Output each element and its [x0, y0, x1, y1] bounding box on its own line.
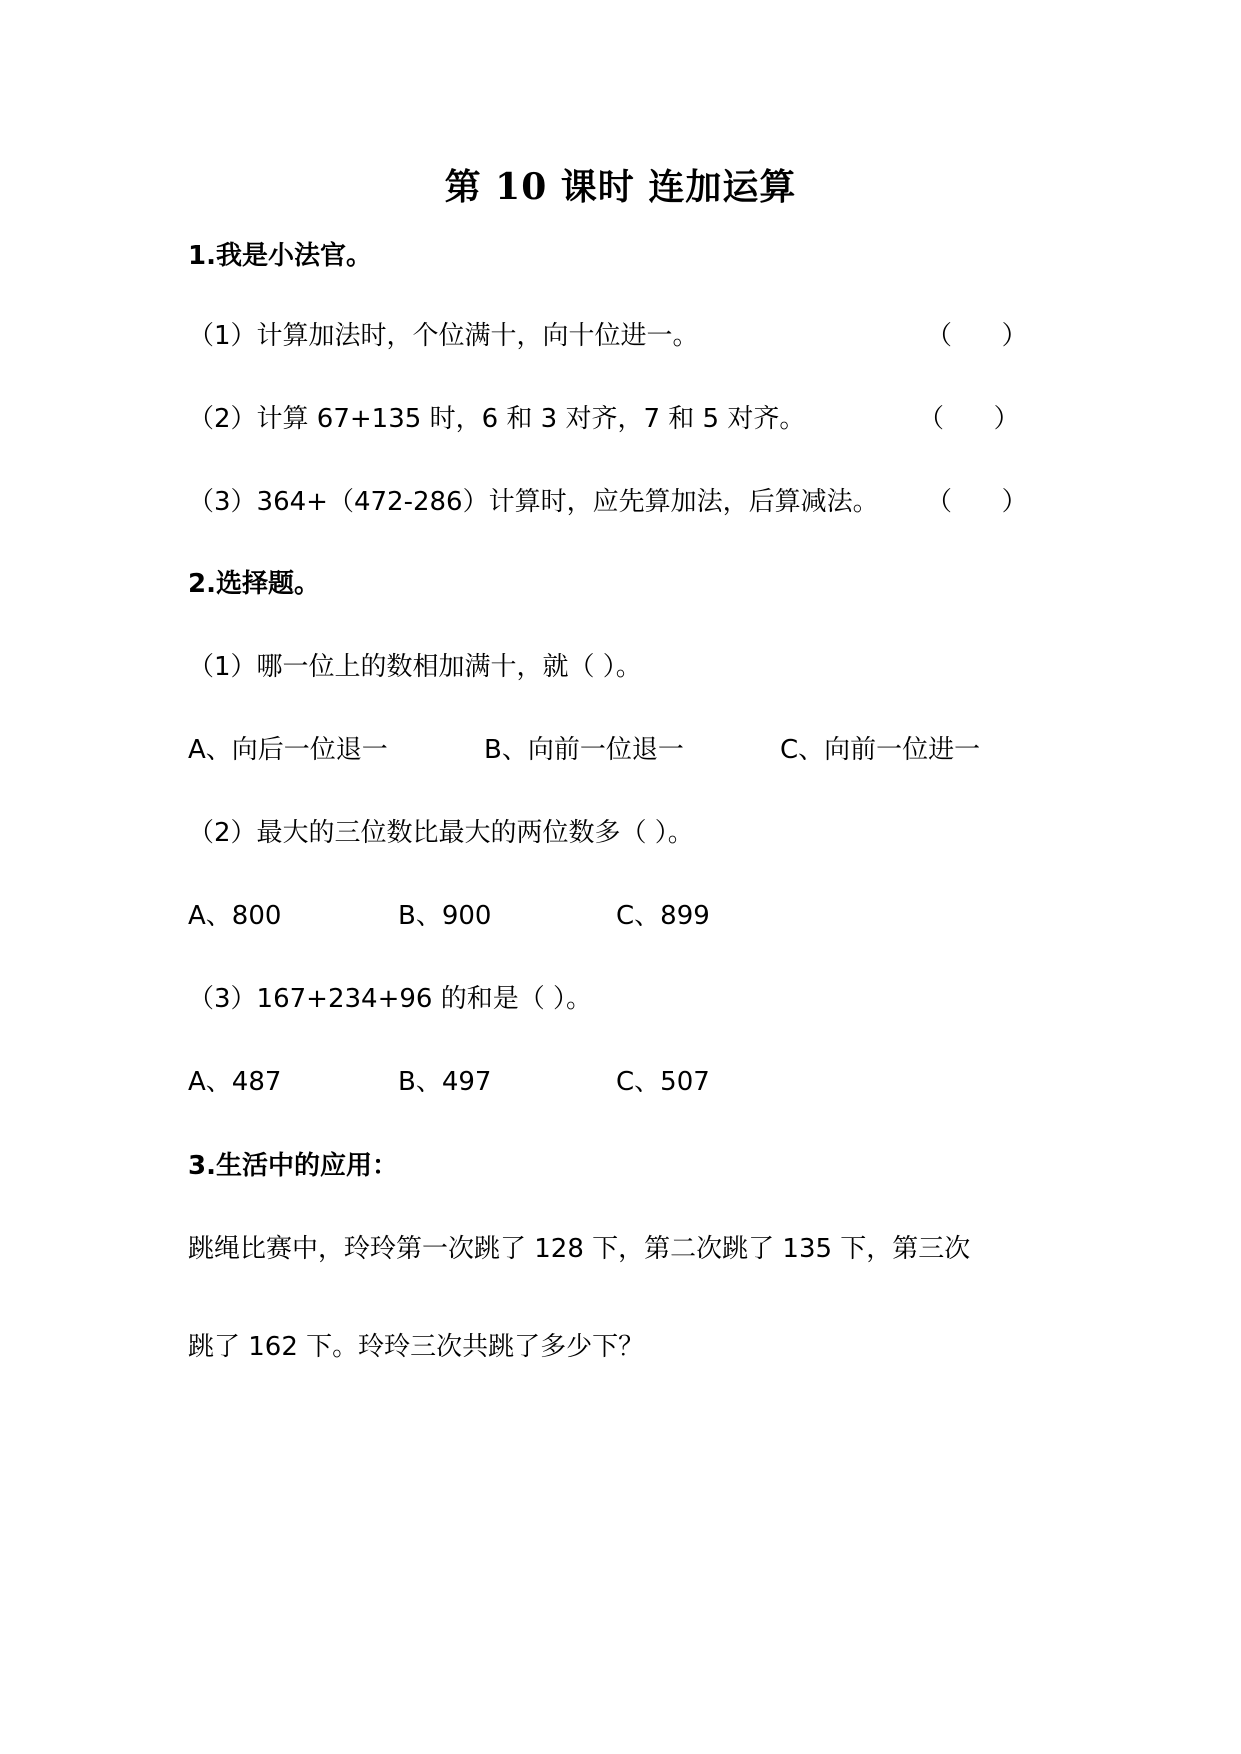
section3-heading: 3.生活中的应用： [188, 1151, 398, 1181]
choice-question-1-option-b[interactable]: B、向前一位退一 [484, 735, 684, 765]
choice-question-2-option-c[interactable]: C、899 [616, 901, 710, 931]
section2-heading: 2.选择题。 [188, 569, 320, 599]
choice-question-3-stem: （3）167+234+96 的和是（ ）。 [188, 984, 592, 1014]
choice-question-3-option-a[interactable]: A、487 [188, 1067, 282, 1097]
judge-item-3-answer-blank[interactable]: （ ） [926, 487, 1028, 517]
judge-item-1: （1）计算加法时，个位满十，向十位进一。 [188, 321, 699, 351]
choice-question-1-option-a[interactable]: A、向后一位退一 [188, 735, 388, 765]
choice-question-1-option-c[interactable]: C、向前一位进一 [780, 735, 981, 765]
judge-item-3: （3）364+（472-286）计算时，应先算加法，后算减法。 [188, 487, 879, 517]
word-problem-line-1: 跳绳比赛中，玲玲第一次跳了 128 下，第二次跳了 135 下，第三次 [188, 1234, 971, 1264]
choice-question-2-option-a[interactable]: A、800 [188, 901, 282, 931]
choice-question-1-stem: （1）哪一位上的数相加满十，就（ ）。 [188, 652, 642, 682]
judge-item-1-answer-blank[interactable]: （ ） [926, 321, 1028, 351]
section1-heading: 1.我是小法官。 [188, 241, 372, 271]
choice-question-2-option-b[interactable]: B、900 [398, 901, 492, 931]
page-title: 第 10 课时 连加运算 [444, 166, 797, 208]
choice-question-3-option-b[interactable]: B、497 [398, 1067, 492, 1097]
word-problem-line-2: 跳了 162 下。玲玲三次共跳了多少下？ [188, 1332, 645, 1362]
choice-question-2-stem: （2）最大的三位数比最大的两位数多（ ）。 [188, 818, 694, 848]
judge-item-2-answer-blank[interactable]: （ ） [918, 404, 1020, 434]
choice-question-3-option-c[interactable]: C、507 [616, 1067, 710, 1097]
judge-item-2: （2）计算 67+135 时，6 和 3 对齐，7 和 5 对齐。 [188, 404, 806, 434]
